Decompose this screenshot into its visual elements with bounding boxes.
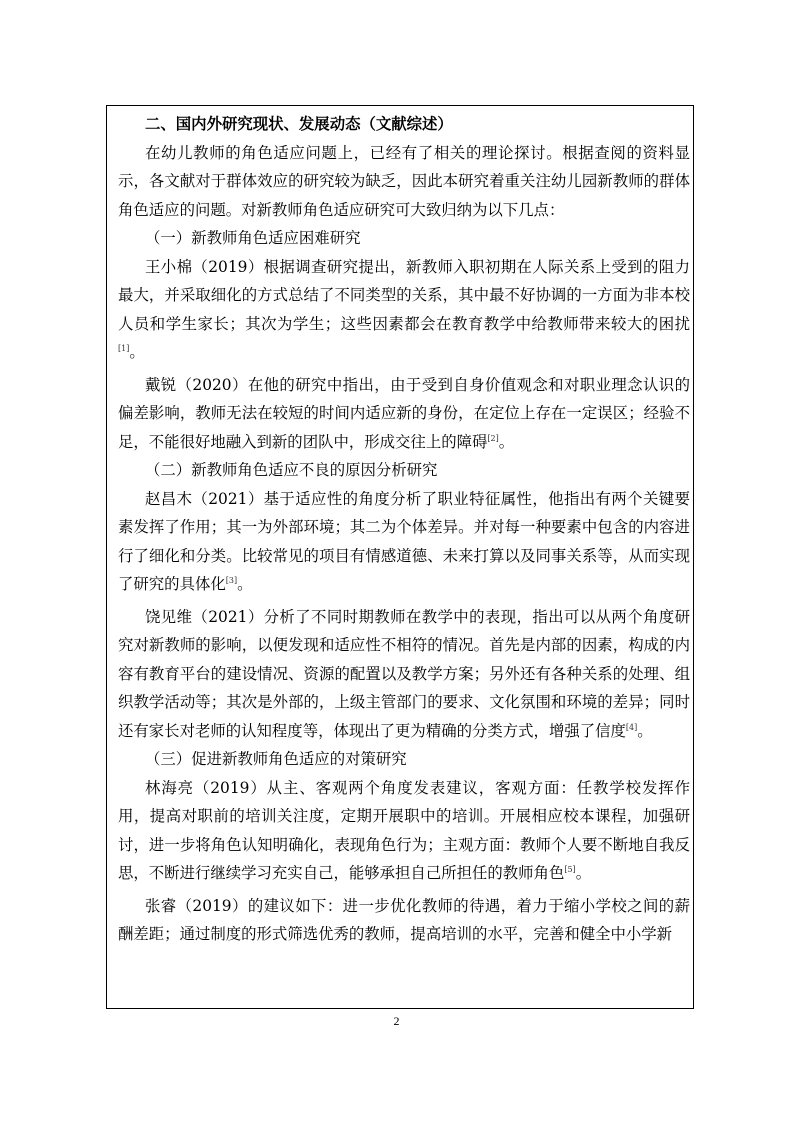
citation-4: [4] xyxy=(625,722,638,732)
paragraph-3-end: 。 xyxy=(237,575,253,593)
paragraph-3-text: 赵昌木（2021）基于适应性的角度分析了职业特征属性，他指出有两个关键要素发挥了作用；其一为外部环境；其二为个体差异。并对每一种要素中包含的内容进行了细化和分类。比较常见的项目有情感道德、未来打算以及同事关系等，从而实现了研究的具体化 xyxy=(118,489,690,593)
paragraph-1-end: 。 xyxy=(129,343,145,361)
paragraph-5-text: 林海亮（2019）从主、客观两个角度发表建议，客观方面：任教学校发挥作用，提高对职前的培训关注度，定期开展职中的培训。开展相应校本课程，加强研讨，进一步将角色认知明确化，表现角色行为；主观方面：教师个人要不断地自我反思，不断进行继续学习充实自己，能够承担自己所担任的教师角色 xyxy=(118,778,690,882)
paragraph-2-end: 。 xyxy=(498,432,515,451)
section-heading: 二、国内外研究现状、发展动态（文献综述） xyxy=(145,115,453,133)
paragraph-2-text: 戴锐（2020）在他的研究中指出，由于受到自身价值观念和对职业理念认识的偏差影响，教师无法在较短的时间内适应新的身份，在定位上存在一定误区；经验不足，不能很好地融入到新的团队中，形成交往上的障碍 xyxy=(118,375,690,451)
paragraph-2 xyxy=(118,371,690,457)
subheading-3: （三）促进新教师角色适应的对策研究 xyxy=(145,750,407,768)
paragraph-5-end: 。 xyxy=(575,864,592,882)
citation-5: [5] xyxy=(564,865,576,874)
paragraph-1-text: 王小棉（2019）根据调查研究提出，新教师入职初期在人际关系上受到的阻力最大，并采取细化的方式总结了不同类型的关系，其中最不好协调的一方面为非本校人员和学生家长；其次为学生；这些因素都会在教育教学中给教师带来较大的困扰 xyxy=(118,257,690,333)
citation-1: [1] xyxy=(118,344,130,353)
document-body xyxy=(118,110,690,949)
subheading-2: （二）新教师角色适应不良的原因分析研究 xyxy=(145,461,438,479)
citation-2: [2] xyxy=(487,433,499,443)
paragraph-6: 张睿（2019）的建议如下：进一步优化教师的待遇，着力于缩小学校之间的薪酬差距；通过制度的形式筛选优秀的教师，提高培训的水平，完善和健全中小学新 xyxy=(118,896,690,943)
page-number: 2 xyxy=(393,1014,400,1028)
paragraph-1 xyxy=(118,253,690,367)
paragraph-4-text: 饶见维（2021）分析了不同时期教师在教学中的表现，指出可以从两个角度研究对新教师的影响，以便发现和适应性不相符的情况。首先是内部的因素，构成的内容有教育平台的建设情况、资源的配置以及教学方案；另外还有各种关系的处理、组织教学活动等；其次是外部的，上级主管部门的要求、文化氛围和环境的差异；同时还有家长对老师的认知程度等，体现出了更为精确的分类方式，增强了信度 xyxy=(118,607,690,740)
paragraph-4-end: 。 xyxy=(637,721,653,740)
paragraph-4 xyxy=(118,603,690,746)
paragraph-3 xyxy=(118,485,690,599)
subheading-1: （一）新教师角色适应困难研究 xyxy=(145,229,361,247)
intro-paragraph: 在幼儿教师的角色适应问题上，已经有了相关的理论探讨。根据查阅的资料显示，各文献对于群体效应的研究较为缺乏，因此本研究着重关注幼儿园新教师的群体角色适应的问题。对新教师角色适应研究可大致归纳为以下几点： xyxy=(118,143,690,219)
citation-3: [3] xyxy=(225,576,238,585)
paragraph-5 xyxy=(118,774,690,888)
